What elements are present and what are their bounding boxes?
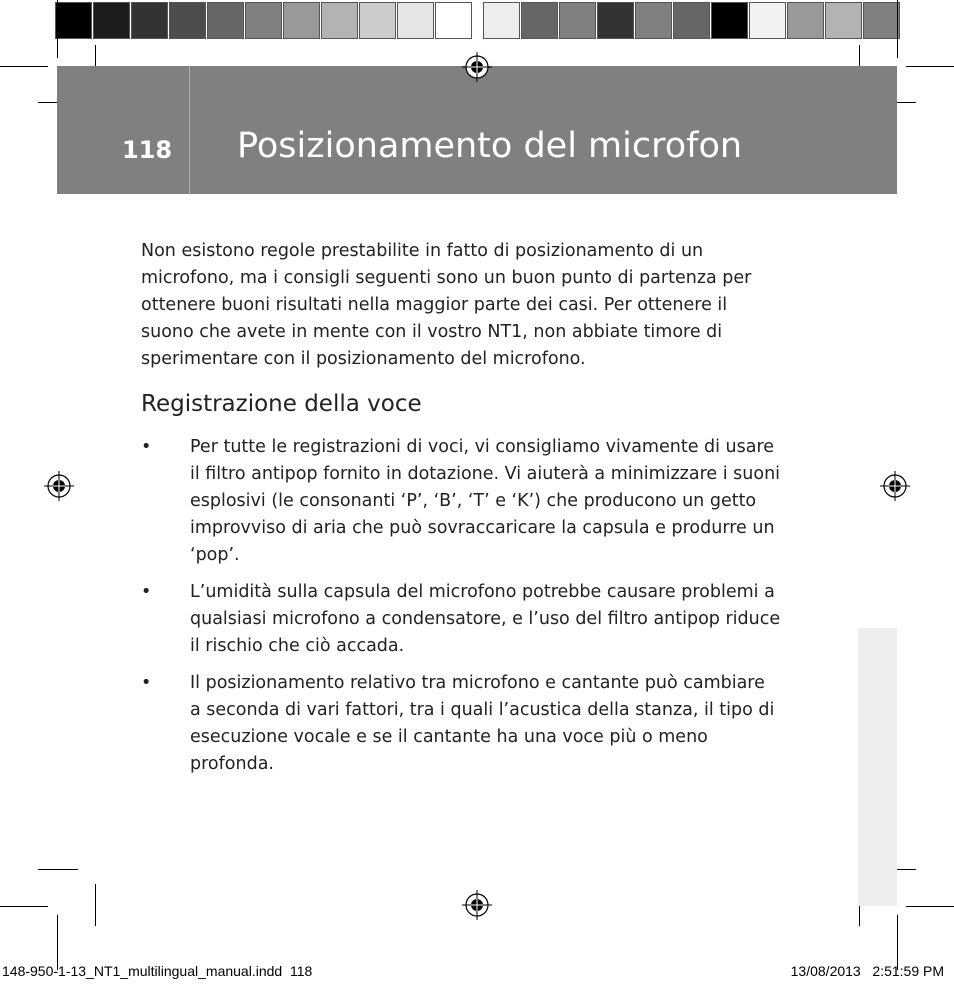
color-swatch	[55, 2, 92, 39]
color-swatch	[673, 2, 710, 39]
color-swatch	[435, 2, 472, 39]
crop-mark	[906, 906, 954, 907]
footer-time: 2:51:59 PM	[872, 963, 944, 979]
bullet-icon: •	[141, 437, 152, 457]
crop-mark	[95, 884, 96, 926]
registration-mark-icon	[44, 471, 74, 501]
section-heading: Registrazione della voce	[141, 391, 422, 417]
footer-filename: 148-950-1-13_NT1_multilingual_manual.indd	[2, 963, 283, 979]
color-calibration-bar-left	[55, 2, 473, 40]
footer-file-info	[2, 963, 312, 979]
color-swatch	[169, 2, 206, 39]
color-swatch	[825, 2, 862, 39]
footer-date: 13/08/2013	[790, 963, 861, 979]
side-tab	[858, 628, 897, 906]
color-swatch	[397, 2, 434, 39]
crop-mark	[897, 915, 898, 970]
header-divider	[189, 66, 190, 194]
color-swatch	[93, 2, 130, 39]
crop-mark	[906, 66, 954, 67]
color-swatch	[283, 2, 320, 39]
color-calibration-bar-right	[483, 2, 901, 40]
color-swatch	[597, 2, 634, 39]
registration-mark-icon	[462, 890, 492, 920]
list-item	[141, 670, 781, 778]
color-swatch	[749, 2, 786, 39]
color-swatch	[321, 2, 358, 39]
registration-mark-icon	[880, 471, 910, 501]
registration-mark-icon	[462, 52, 492, 82]
list-item	[141, 579, 781, 660]
color-swatch	[359, 2, 396, 39]
crop-mark	[0, 906, 48, 907]
page-number: 118	[122, 136, 173, 164]
crop-mark	[0, 66, 48, 67]
bullet-icon: •	[141, 582, 152, 602]
bullet-icon: •	[141, 673, 152, 693]
color-swatch	[207, 2, 244, 39]
page-title: Posizionamento del microfon	[237, 126, 743, 166]
bullet-list	[141, 434, 781, 788]
color-swatch	[787, 2, 824, 39]
color-swatch	[863, 2, 900, 39]
color-swatch	[559, 2, 596, 39]
color-swatch	[245, 2, 282, 39]
list-item	[141, 434, 781, 569]
crop-mark	[57, 0, 58, 58]
crop-mark	[897, 0, 898, 58]
color-swatch	[711, 2, 748, 39]
color-swatch	[131, 2, 168, 39]
color-swatch	[521, 2, 558, 39]
list-item-text: L’umidità sulla capsula del microfono potrebbe causare problemi a qualsiasi microfono a condensatore, e l’uso del filtro antipop riduce il rischio che ciò accada.	[190, 582, 781, 656]
crop-mark	[38, 869, 78, 870]
color-swatch	[483, 2, 520, 39]
color-swatch	[635, 2, 672, 39]
crop-mark	[57, 915, 58, 970]
intro-paragraph: Non esistono regole prestabilite in fatto di posizionamento di un microfono, ma i consigli seguenti sono un buon punto di partenza per ottenere buoni risultati nella maggior parte dei casi. Per ottenere il suono che avete in mente con il vostro NT1, non abbiate timore di sperimentare con il posizionamento del microfono.	[141, 241, 752, 369]
list-item-text: Il posizionamento relativo tra microfono e cantante può cambiare a seconda di vari fattori, tra i quali l’acustica della stanza, il tipo di esecuzione vocale e se il cantante ha una voce più o meno profonda.	[190, 673, 775, 774]
list-item-text: Per tutte le registrazioni di voci, vi consigliamo vivamente di usare il filtro antipop fornito in dotazione. Vi aiuterà a minimizzare i suoni esplosivi (le consonanti ‘P’, ‘B’, ‘T’ e ‘K’) che producono un getto improvviso di aria che può sovraccaricare la capsula e produrre un ‘pop’.	[190, 437, 781, 565]
footer-page: 118	[289, 963, 313, 979]
footer-timestamp	[791, 963, 944, 979]
